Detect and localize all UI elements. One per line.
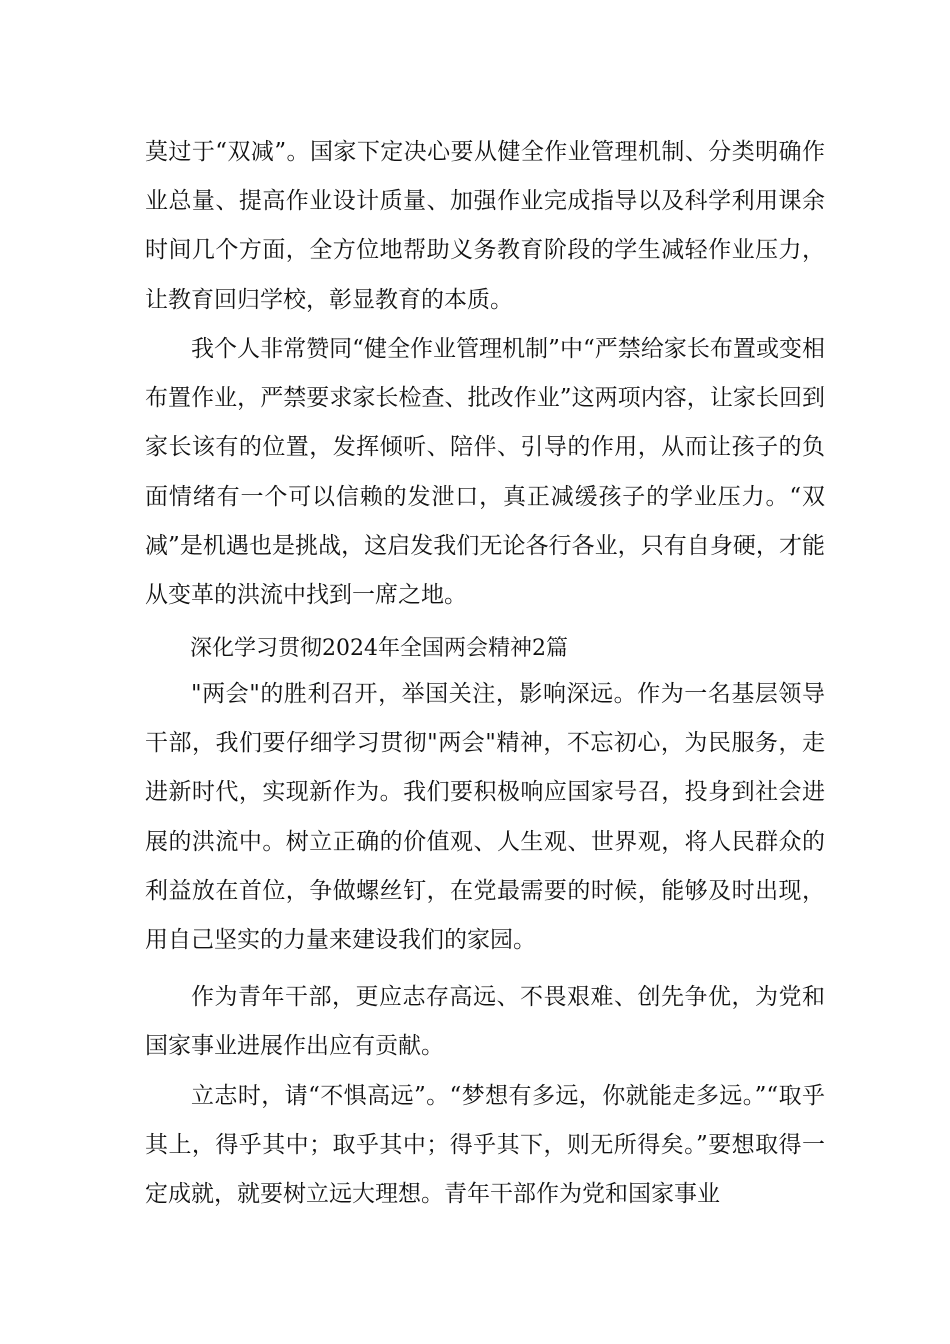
paragraph-2: 我个人非常赞同“健全作业管理机制”中“严禁给家长布置或变相布置作业，严禁要求家长检查、批改作业”这两项内容，让家长回到家长该有的位置，发挥倾听、陪伴、引导的作用，从而让孩子的负面情绪有一个可以信赖的发泄口，真正减缓孩子的学业压力。“双减”是机遇也是挑战，这启发我们无论各行各业，只有自身硬，才能从变革的洪流中找到一席之地。 [145,336,825,609]
paragraph-4: 作为青年干部，更应志存高远、不畏艰难、创先争优，为党和国家事业进展作出应有贡献。 [145,984,825,1060]
paragraph-1: 莫过于“双减”。国家下定决心要从健全作业管理机制、分类明确作业总量、提高作业设计质量、加强作业完成指导以及科学利用课余时间几个方面，全方位地帮助义务教育阶段的学生减轻作业压力，让教育回归学校，彰显教育的本质。 [145,139,825,313]
section-heading: 深化学习贯彻2024年全国两会精神2篇 [190,636,568,661]
paragraph-3: "两会"的胜利召开，举国关注，影响深远。作为一名基层领导干部，我们要仔细学习贯彻"两会"精神，不忘初心，为民服务，走进新时代，实现新作为。我们要积极响应国家号召，投身到社会进展的洪流中。树立正确的价值观、人生观、世界观，将人民群众的利益放在首位，争做螺丝钉，在党最需要的时候，能够及时出现，用自己坚实的力量来建设我们的家园。 [145,681,825,954]
paragraph-5: 立志时，请“不惧高远”。“梦想有多远，你就能走多远。”“取乎其上，得乎其中；取乎其中；得乎其下，则无所得矣。”要想取得一定成就，就要树立远大理想。青年干部作为党和国家事业 [145,1083,825,1208]
